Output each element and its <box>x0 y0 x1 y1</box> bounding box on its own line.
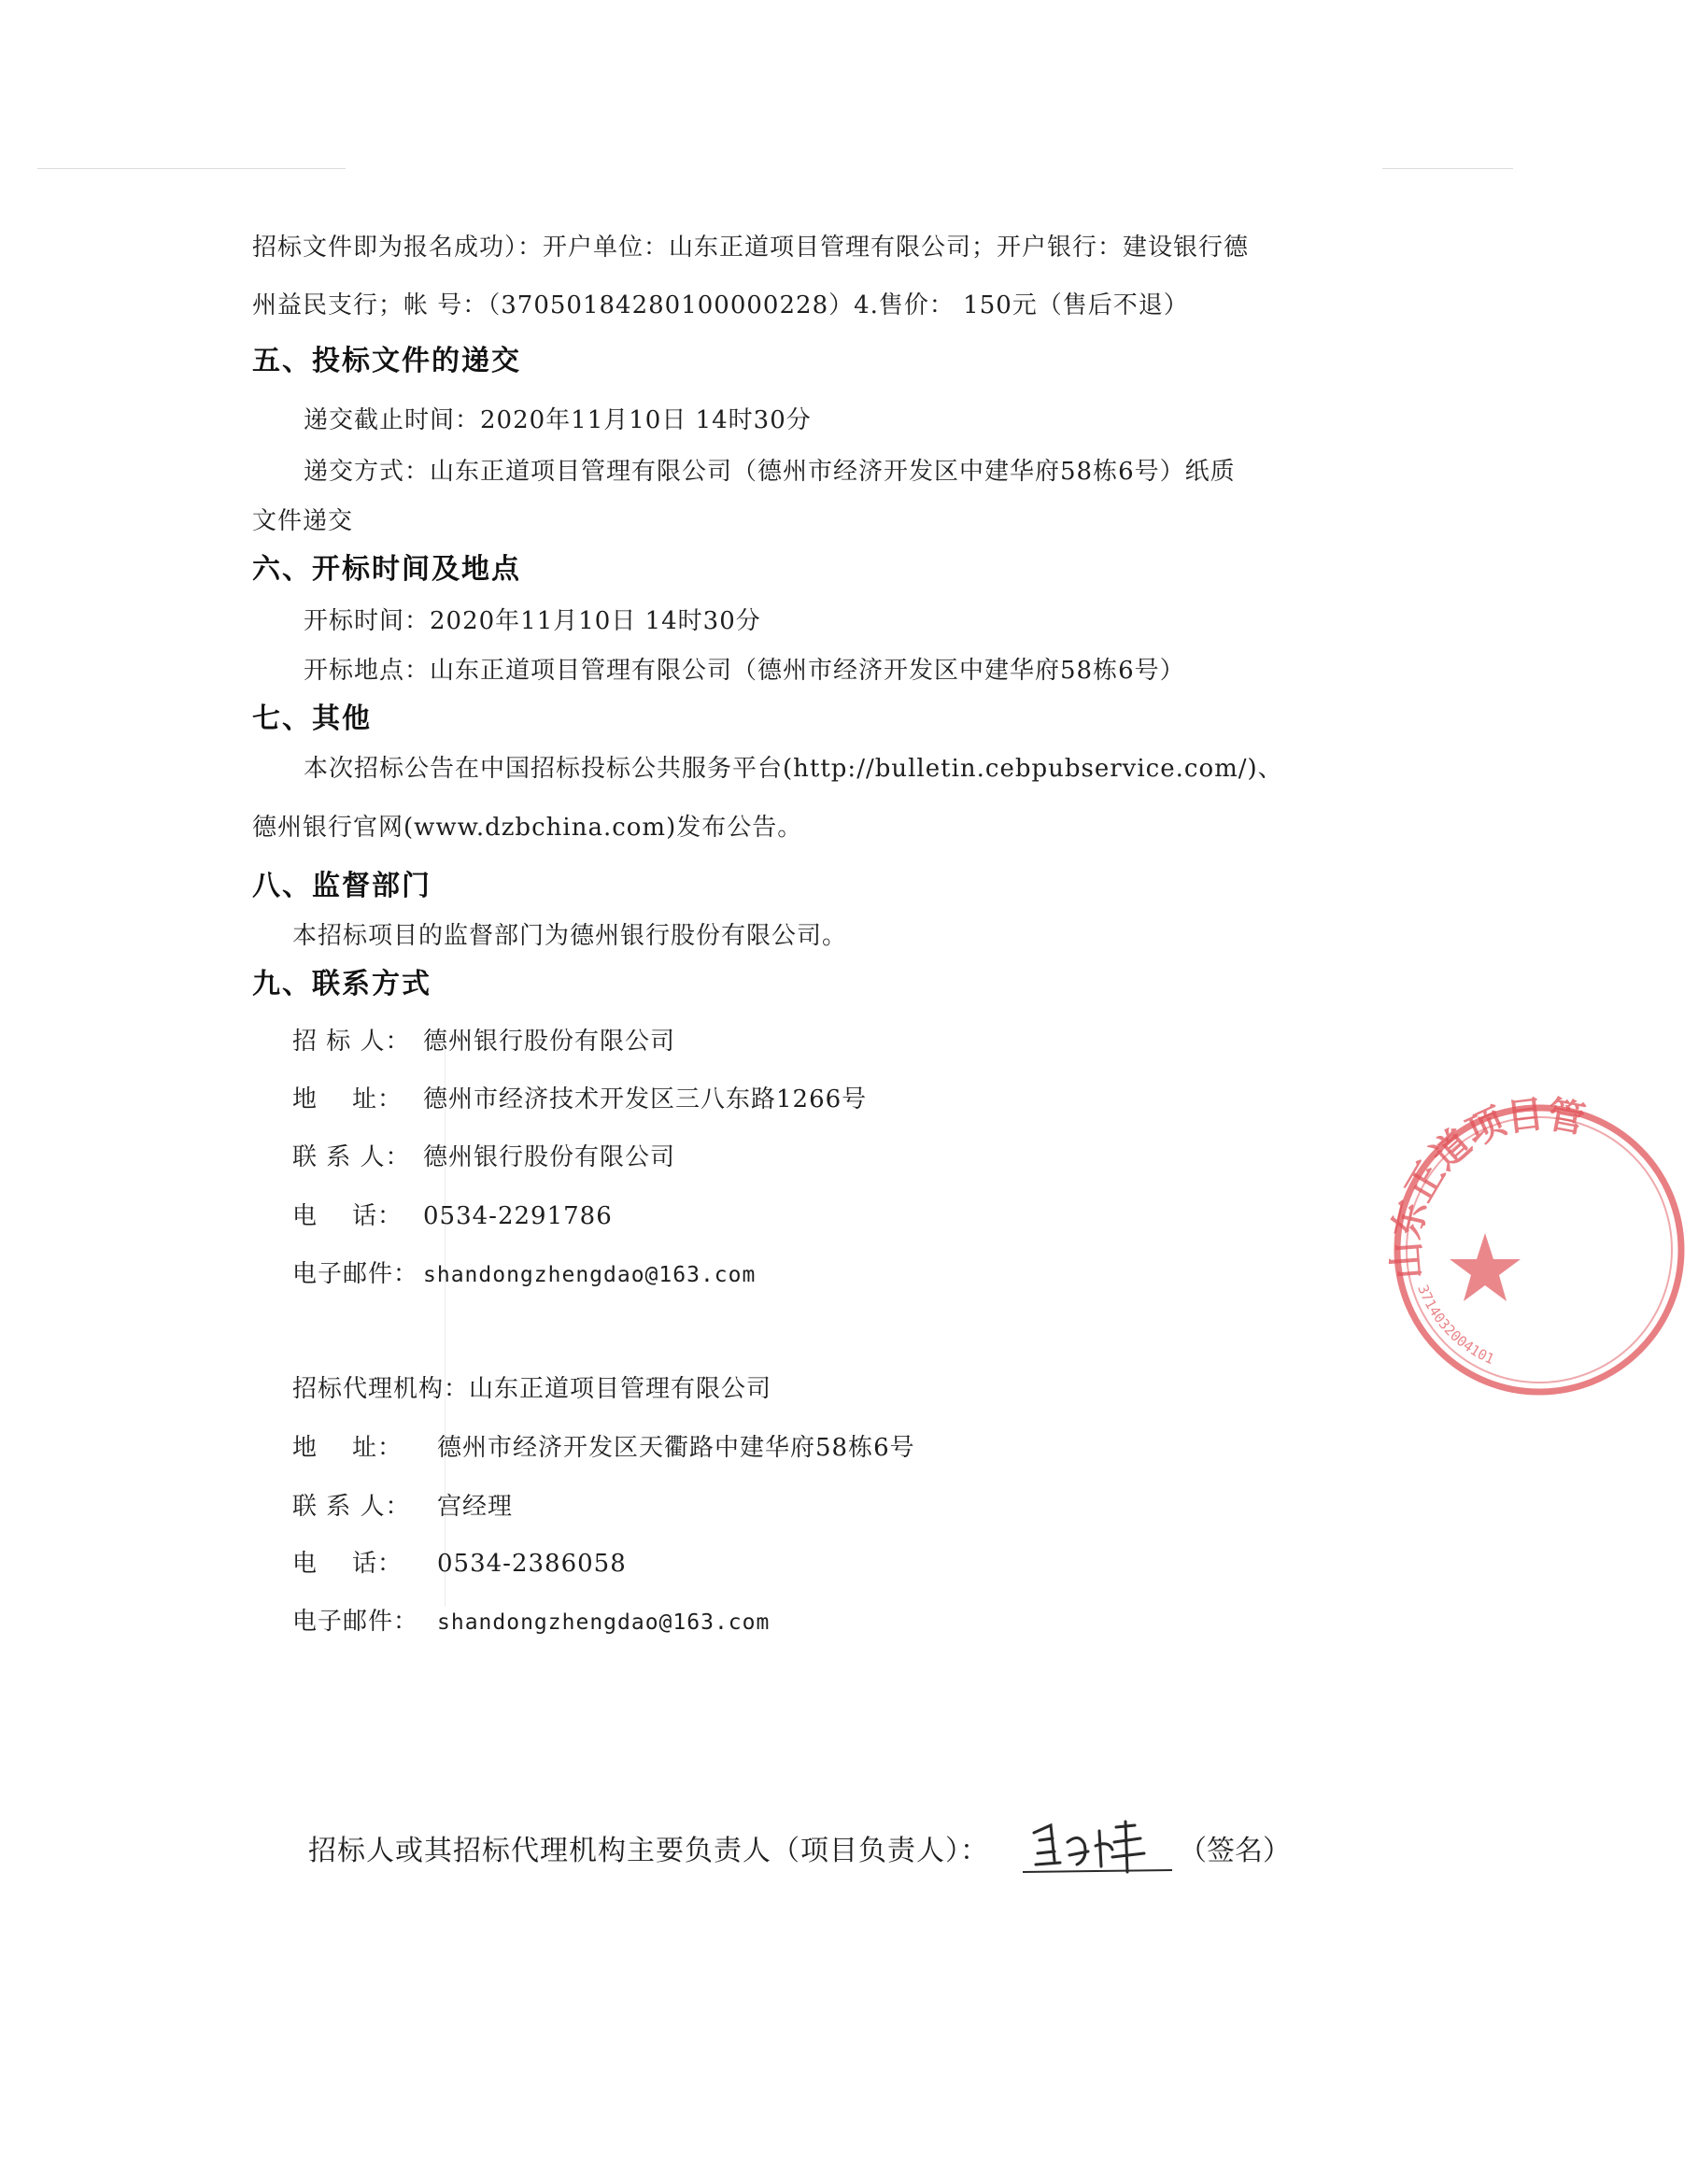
field-value: 0534-2291786 <box>423 1202 613 1230</box>
field-label: 电子邮件： <box>292 1260 419 1288</box>
field-value: 0534-2386058 <box>437 1550 627 1578</box>
tenderer-email-row <box>292 1258 756 1291</box>
tenderer-address-row <box>292 1084 867 1115</box>
field-value: 宫经理 <box>437 1493 514 1521</box>
field-label: 联 系 人： <box>292 1493 411 1521</box>
tenderer-phone-row <box>292 1200 613 1232</box>
agency-address-row <box>292 1432 915 1464</box>
field-label: 招标代理机构： <box>292 1375 470 1403</box>
field-value: 德州市经济开发区天衢路中建华府58栋6号 <box>437 1434 915 1462</box>
seal-number: 3714032004101 <box>1414 1282 1497 1369</box>
field-value: 德州银行股份有限公司 <box>423 1028 676 1056</box>
scan-artifact <box>37 168 346 169</box>
tenderer-contact-row <box>292 1142 675 1173</box>
agency-email-row <box>292 1606 770 1638</box>
paragraph-line: 招标文件即为报名成功）：开户单位：山东正道项目管理有限公司；开户银行：建设银行德 <box>252 234 1250 262</box>
section-heading: 五、投标文件的递交 <box>252 345 521 377</box>
field-label: 电 话： <box>292 1202 403 1230</box>
section-heading: 九、联系方式 <box>252 968 432 1000</box>
section-heading: 七、其他 <box>252 702 372 735</box>
paragraph-line: 本次招标公告在中国招标投标公共服务平台(http://bulletin.cebpubservice.com/)、 <box>304 755 1283 783</box>
section-heading: 六、开标时间及地点 <box>252 553 521 586</box>
field-label: 电 话： <box>292 1550 403 1578</box>
paragraph-line: 开标时间：2020年11月10日 14时30分 <box>304 607 761 635</box>
agency-name-row <box>292 1373 771 1405</box>
field-label: 地 址： <box>292 1085 403 1113</box>
field-value: 德州市经济技术开发区三八东路1266号 <box>423 1085 868 1113</box>
paragraph-line: 本招标项目的监督部门为德州银行股份有限公司。 <box>292 922 848 950</box>
paragraph-line: 德州银行官网(www.dzbchina.com)发布公告。 <box>252 814 803 842</box>
field-label: 招 标 人： <box>292 1028 411 1056</box>
agency-phone-row <box>292 1548 627 1580</box>
email-link[interactable]: shandongzhengdao@163.com <box>423 1263 757 1287</box>
scan-artifact <box>445 1046 446 1607</box>
handwritten-signature <box>1023 1805 1182 1889</box>
section-heading: 八、监督部门 <box>252 870 432 902</box>
tenderer-name-row <box>292 1026 675 1057</box>
email-link[interactable]: shandongzhengdao@163.com <box>437 1610 771 1635</box>
paragraph-line: 州益民支行；帐 号：（37050184280100000228）4.售价： 150元（售后不退） <box>252 291 1189 319</box>
field-value: 山东正道项目管理有限公司 <box>469 1375 772 1403</box>
field-label: 联 系 人： <box>292 1143 411 1171</box>
paragraph-line: 递交方式：山东正道项目管理有限公司（德州市经济开发区中建华府58栋6号）纸质 <box>304 458 1236 486</box>
scan-artifact <box>1382 168 1513 169</box>
paragraph-line: 递交截止时间：2020年11月10日 14时30分 <box>304 406 812 434</box>
signature-suffix: （签名） <box>1179 1835 1291 1867</box>
agency-contact-row <box>292 1491 513 1523</box>
signature-label: 招标人或其招标代理机构主要负责人（项目负责人）： <box>308 1835 989 1867</box>
field-label: 电子邮件： <box>292 1608 419 1636</box>
paragraph-line: 文件递交 <box>252 507 354 535</box>
official-seal <box>1380 1091 1589 1399</box>
field-value: 德州银行股份有限公司 <box>423 1143 676 1171</box>
field-label: 地 址： <box>292 1434 403 1462</box>
paragraph-line: 开标地点：山东正道项目管理有限公司（德州市经济开发区中建华府58栋6号） <box>304 657 1185 685</box>
seal-text: 山东正道项目管 <box>1384 1092 1589 1282</box>
